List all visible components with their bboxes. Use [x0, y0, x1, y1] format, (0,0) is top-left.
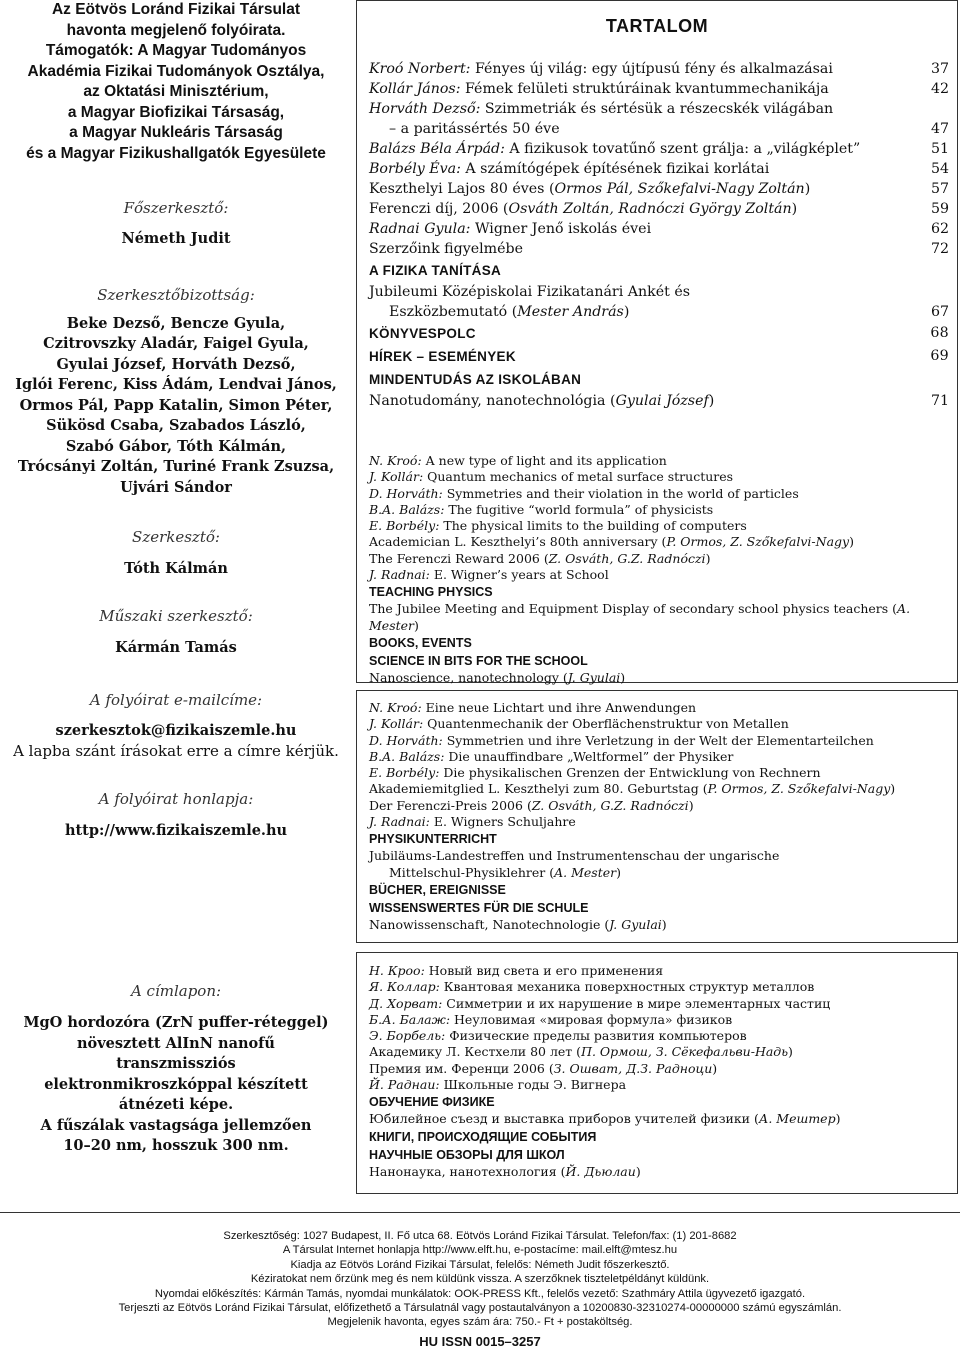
board-member-line: Szabó Gábor, Tóth Kálmán,: [65, 437, 287, 455]
contents-line: [369, 1012, 954, 1028]
toc-list: [369, 59, 949, 411]
issn: HU ISSN 0015–3257: [419, 1333, 541, 1349]
title-text: Школьные годы Э. Вигнера: [439, 1077, 627, 1093]
editor-in-chief: Németh Judit: [121, 230, 231, 247]
toc-entry[interactable]: [369, 219, 949, 239]
cover-line: átnézeti képe.: [118, 1096, 234, 1113]
imprint-footer: [0, 1212, 960, 1349]
author: Н. Кроо:: [369, 963, 425, 978]
contents-line: [369, 781, 954, 797]
author: E. Borbély:: [369, 765, 440, 781]
email-label: A folyóirat e-mailcíme:: [89, 691, 263, 709]
contents-line: [369, 670, 954, 686]
section-news[interactable]: HÍREK – ESEMÉNYEK 69: [369, 348, 949, 364]
author: Э. Борбель:: [369, 1028, 446, 1044]
footer-line: Kéziratokat nem őrzünk meg és nem küldünk vissza. A szerzőknek tiszteletpéldányt küldünk.: [250, 1273, 710, 1286]
author: D. Horváth:: [369, 732, 443, 748]
author: J. Radnai:: [369, 567, 430, 583]
cover-line: A fűszálak vastagsága jellemzően: [40, 1116, 312, 1134]
toc-entry[interactable]: Eszközbemutató (Mester András) 67: [389, 304, 949, 320]
contents-line: [369, 733, 954, 749]
editorial-board-list: [0, 314, 352, 499]
author: N. Kroó:: [369, 453, 422, 468]
board-member-line: Czitrovszky Aladár, Faigel Gyula,: [43, 335, 309, 352]
close: ): [620, 669, 626, 685]
header-line: Az Eötvös Loránd Fizikai Társulat: [51, 1, 301, 18]
author: Б.А. Балаж:: [369, 1011, 451, 1027]
section-heading: КНИГИ, ПРОИСХОДЯЩИЕ СОБЫТИЯ: [369, 1129, 597, 1144]
section-heading: TEACHING PHYSICS: [369, 585, 493, 600]
footer-line: Kiadja az Eötvös Loránd Fizikai Társulat, felelős: Németh Judit főszerkesztő.: [290, 1258, 670, 1271]
toc-entry[interactable]: [369, 79, 949, 99]
russian-contents-box: [356, 952, 958, 1194]
title-text: Der Ferenczi-Preis 2006 (: [369, 797, 532, 813]
toc-entry[interactable]: [369, 99, 949, 119]
title-text: Нанонаука, нанотехнология (: [369, 1163, 566, 1179]
contents-line: [369, 798, 954, 814]
toc-page-number: 51: [930, 141, 949, 157]
email-note: A lapba szánt írásokat erre a címre kérjük.: [13, 742, 339, 760]
cover-label: A címlapon:: [130, 982, 222, 1000]
contents-line: [369, 567, 954, 583]
toc-entry[interactable]: Jubileumi Középiskolai Fizikatanári Ankét és: [369, 284, 691, 300]
editor-in-chief-label: Főszerkesztő:: [123, 199, 229, 217]
journal-homepage[interactable]: http://www.fizikaiszemle.hu: [64, 822, 288, 839]
author: J. Kollár:: [369, 469, 424, 485]
toc-author: Radnai Gyula:: [369, 221, 471, 237]
close: ): [849, 534, 854, 550]
title-text: Nanoscience, nanotechnology (: [369, 669, 568, 685]
author: J. Radnai:: [369, 814, 430, 830]
title-text: Symmetrien und ihre Verletzung in der Welt der Elementarteilchen: [442, 732, 874, 748]
close: ): [616, 864, 622, 880]
toc-page-number: 72: [930, 241, 949, 257]
toc-entry[interactable]: [369, 199, 949, 219]
toc-page-number: 59: [930, 201, 949, 217]
toc-author: Kollár János:: [369, 81, 461, 97]
title-text: Неуловимая «мировая формула» физиков: [450, 1011, 733, 1027]
toc-title-text: Ferenczi díj, 2006 (: [369, 201, 509, 217]
header-line: Akadémia Fizikai Tudományok Osztálya,: [27, 62, 325, 80]
title-text: Академику Л. Кестхели 80 лет (: [369, 1044, 582, 1060]
russian-contents: [369, 963, 954, 1180]
section-heading: НАУЧНЫЕ ОБЗОРЫ ДЛЯ ШКОЛ: [369, 1147, 565, 1162]
board-member-line: Sükösd Csaba, Szabados László,: [46, 417, 306, 434]
title-text: Quantenmechanik der Oberflächenstruktur von Metallen: [423, 716, 789, 732]
title-text: The Ferenczi Reward 2006 (: [369, 550, 549, 566]
table-of-contents-box: [356, 0, 958, 683]
title-text: Премия им. Ференци 2006 (: [369, 1060, 554, 1076]
board-member-line: Beke Dezső, Bencze Gyula,: [66, 314, 286, 332]
masthead-column: [0, 0, 352, 1157]
header-line: a Magyar Biofizikai Társaság,: [67, 103, 285, 121]
editor: Tóth Kálmán: [124, 560, 228, 577]
toc-title-text: Keszthelyi Lajos 80 éves (: [369, 181, 555, 197]
footer-line: Szerkesztőség: 1027 Budapest, II. Fő utca 68. Eötvös Loránd Fizikai Társulat. Telefon/fax: (1) 201-8682: [223, 1230, 737, 1242]
title-text: E. Wigner’s years at School: [429, 567, 609, 583]
contents-line: [369, 486, 954, 502]
section-heading: BOOKS, EVENTS: [369, 635, 472, 650]
close: ): [835, 1111, 841, 1127]
toc-title-text: – a paritássértés 50 éve: [389, 121, 560, 137]
toc-author: Borbély Éva:: [369, 161, 461, 177]
contents-line: [369, 469, 954, 485]
author: Я. Коллар:: [369, 979, 440, 995]
contents-line: [369, 601, 954, 634]
author: Z. Osváth, G.Z. Radnóczi: [531, 797, 689, 813]
contents-line: [369, 700, 954, 716]
author: A. Mester: [369, 601, 911, 633]
title-text: E. Wigners Schuljahre: [429, 814, 576, 830]
contents-line: [369, 1044, 954, 1060]
contents-line: [369, 1061, 954, 1077]
footer-line: A Társulat Internet honlapja http://www.elft.hu, e-postacíme: mail.elft@mtesz.hu: [282, 1244, 678, 1257]
close: ): [688, 797, 694, 813]
toc-author: Horváth Dezső:: [369, 101, 481, 117]
contents-line: [369, 1164, 954, 1180]
author: J. Gyulai: [609, 916, 662, 932]
board-member-line: Ormos Pál, Papp Katalin, Simon Péter,: [19, 396, 333, 414]
cover-line: elektronmikroszkóppal készített: [44, 1075, 308, 1093]
cover-line: növesztett AlInN nanofű: [77, 1034, 275, 1052]
author: J. Gyulai: [567, 669, 621, 685]
contents-line: [369, 534, 954, 550]
board-member-line: Ujvári Sándor: [120, 478, 232, 496]
contents-line: [369, 848, 954, 864]
author: Й. Дьюлаи: [565, 1163, 636, 1179]
toc-author: Ormos Pál, Szőkefalvi-Nagy Zoltán: [554, 181, 805, 197]
cover-line: MgO hordozóra (ZrN puffer-réteggel): [23, 1014, 329, 1031]
close: ): [788, 1044, 793, 1060]
title-text: Физические пределы развития компьютеров: [445, 1028, 747, 1044]
toc-entry[interactable]: [369, 139, 949, 159]
footer-line: Megjelenik havonta, egyes szám ára: 750.- Ft + postaköltség.: [327, 1316, 633, 1329]
author: B.A. Balázs:: [369, 501, 445, 517]
cover-line: 10–20 nm, hosszuk 300 nm.: [63, 1137, 289, 1154]
toc-page-number: [919, 99, 949, 119]
german-contents: [369, 700, 954, 933]
title-text: Симметрии и их нарушение в мире элементарных частиц: [442, 995, 831, 1011]
toc-title: TARTALOM: [605, 16, 709, 36]
title-text: Eine neue Lichtart und ihre Anwendungen: [421, 700, 697, 715]
author: П. Ормош, З. Сёкефальви-Надь: [581, 1044, 789, 1060]
title-text: The Jubilee Meeting and Equipment Display of secondary school physics teachers (: [369, 601, 898, 617]
contents-line: [369, 716, 954, 732]
section-heading: ОБУЧЕНИЕ ФИЗИКЕ: [369, 1095, 495, 1110]
board-member-line: Iglói Ferenc, Kiss Ádám, Lendvai János,: [15, 376, 337, 393]
contents-line: [369, 1111, 954, 1127]
section-school: MINDENTUDÁS AZ ISKOLÁBAN: [369, 372, 582, 387]
title-text: A new type of light and its application: [421, 453, 667, 468]
header-line: Támogatók: A Magyar Tudományos: [45, 42, 307, 59]
english-contents: [369, 453, 954, 686]
author: Z. Osváth, G.Z. Radnóczi: [548, 550, 706, 566]
footer-line: Terjeszti az Eötvös Loránd Fizikai Társulat, előfizethető a Társulatnál vagy postautalványon a 10200830-32310274-00000000 számú egyszámlán.: [118, 1302, 842, 1315]
homepage-label: A folyóirat honlapja:: [98, 790, 254, 808]
toc-close: ): [804, 181, 811, 197]
toc-page-number: 62: [930, 221, 949, 237]
toc-author: Osváth Zoltán, Radnóczi György Zoltán: [508, 201, 792, 217]
close: ): [705, 550, 711, 566]
contents-line: [369, 765, 954, 781]
toc-entry[interactable]: [369, 59, 949, 79]
toc-page-number: 37: [930, 61, 949, 77]
author: Д. Хорват:: [369, 995, 443, 1011]
toc-page-number: 54: [930, 161, 949, 177]
section-heading: SCIENCE IN BITS FOR THE SCHOOL: [369, 653, 588, 668]
header-line: az Oktatási Minisztérium,: [83, 83, 269, 100]
title-text: Quantum mechanics of metal surface structures: [423, 469, 734, 485]
title-text: Nanowissenschaft, Nanotechnologie (: [369, 916, 610, 932]
author: Й. Раднаи:: [369, 1077, 440, 1093]
close: ): [890, 781, 896, 797]
journal-email[interactable]: szerkesztok@fizikaiszemle.hu: [55, 722, 297, 739]
contents-line: [369, 979, 954, 995]
close: ): [635, 1163, 641, 1179]
contents-line: [369, 963, 954, 979]
close: ): [661, 916, 667, 932]
contents-line: [369, 1028, 954, 1044]
editorial-board-label: Szerkesztőbizottság:: [97, 285, 255, 304]
german-contents-box: [356, 690, 958, 943]
toc-title-text: Szimmetriák és sértésük a részecskék világában: [480, 101, 834, 117]
toc-author: Kroó Norbert:: [369, 61, 471, 77]
toc-title-text: A számítógépek építésének fizikai korlátai: [460, 161, 770, 177]
title-text: Die physikalischen Grenzen der Entwicklung von Rechnern: [439, 765, 821, 781]
close: ): [712, 1060, 718, 1076]
title-text: Mittelschul-Physiklehrer (: [389, 864, 555, 880]
author: D. Horváth:: [369, 485, 443, 501]
contents-line: [369, 453, 954, 469]
tech-editor-label: Műszaki szerkesztő:: [99, 606, 253, 625]
contents-line: [369, 551, 954, 567]
author: N. Kroó:: [369, 700, 422, 715]
board-member-line: Gyulai József, Horváth Dezső,: [56, 355, 296, 373]
author: A. Mester: [554, 864, 617, 880]
contents-line: [369, 996, 954, 1012]
toc-page-number: 57: [930, 181, 949, 197]
toc-title-text: Fényes új világ: egy újtípusú fény és alkalmazásai: [470, 61, 833, 77]
author: P. Ormos, Z. Szőkefalvi-Nagy: [707, 781, 891, 797]
contents-line: [369, 814, 954, 830]
contents-line: [369, 502, 954, 518]
journal-header: [0, 0, 352, 164]
title-text: The fugitive “world formula” of physicists: [444, 501, 714, 517]
title-text: Квантовая механика поверхностных структур металлов: [439, 979, 815, 995]
cover-line: transzmissziós: [116, 1055, 236, 1072]
board-member-line: Trócsányi Zoltán, Turiné Frank Zsuzsa,: [17, 458, 335, 475]
toc-title-text: Fémek felületi struktúráinak kvantummechanikája: [460, 81, 829, 97]
toc-entry[interactable]: [369, 159, 949, 179]
header-line: a Magyar Nukleáris Társaság: [69, 124, 283, 141]
author: З. Ошват, Д.З. Радноци: [553, 1060, 713, 1076]
title-text: Akademiemitglied L. Keszthelyi zum 80. Geburtstag (: [369, 781, 708, 797]
toc-close: ): [791, 201, 798, 217]
title-text: Jubiläums-Landestreffen und Instrumentenschau der ungarische: [369, 848, 780, 864]
section-books[interactable]: KÖNYVESPOLC 68: [369, 325, 949, 341]
title-text: Symmetries and their violation in the world of particles: [442, 485, 799, 501]
title-text: Юбилейное съезд и выставка приборов учителей физики (: [369, 1111, 759, 1127]
title-text: The physical limits to the building of computers: [439, 518, 747, 534]
contents-line: [369, 865, 954, 881]
toc-title-text: Wigner Jenő iskolás évei: [470, 221, 652, 237]
header-line: és a Magyar Fizikushallgatók Egyesülete: [26, 144, 326, 162]
section-heading: PHYSIKUNTERRICHT: [369, 832, 497, 847]
title-text: Новый вид света и его применения: [424, 963, 664, 978]
author: А. Мештер: [758, 1111, 836, 1127]
author: E. Borbély:: [369, 518, 440, 534]
toc-entry[interactable]: [369, 119, 949, 139]
title-text: Academician L. Keszthelyi’s 80th anniversary (: [369, 534, 667, 550]
tech-editor: Kármán Tamás: [115, 638, 237, 656]
title-text: Die unauffindbare „Weltformel” der Physiker: [444, 748, 734, 764]
header-line: havonta megjelenő folyóirata.: [66, 21, 286, 39]
author: P. Ormos, Z. Szőkefalvi-Nagy: [666, 534, 850, 550]
toc-author: Balázs Béla Árpád:: [369, 141, 505, 157]
contents-line: [369, 518, 954, 534]
contents-line: [369, 1077, 954, 1093]
close: ): [414, 617, 419, 633]
toc-entry[interactable]: [369, 179, 949, 199]
toc-page-number: 42: [930, 81, 949, 97]
contents-line: [369, 917, 954, 933]
toc-page-number: 47: [930, 121, 949, 137]
toc-title-text: A fizikusok tovatűnő szent grálja: a „világképlet”: [504, 141, 861, 157]
author: J. Kollár:: [369, 716, 424, 732]
toc-entry[interactable]: [369, 239, 949, 259]
section-teaching: A FIZIKA TANÍTÁSA: [369, 263, 502, 278]
contents-line: [369, 749, 954, 765]
section-heading: WISSENSWERTES FÜR DIE SCHULE: [369, 900, 589, 915]
toc-title-text: Szerzőink figyelmébe: [369, 241, 523, 257]
toc-entry[interactable]: Nanotudomány, nanotechnológia (Gyulai József) 71: [369, 393, 949, 409]
cover-description: [0, 1013, 352, 1157]
footer-line: Nyomdai előkészítés: Kármán Tamás, nyomdai munkálatok: OOK-PRESS Kft., felelős vezető: Szathmáry Attila ügyvezető igazgató.: [154, 1287, 806, 1300]
author: B.A. Balázs:: [369, 748, 445, 764]
section-heading: BÜCHER, EREIGNISSE: [369, 882, 506, 897]
editor-label: Szerkesztő:: [132, 528, 220, 546]
